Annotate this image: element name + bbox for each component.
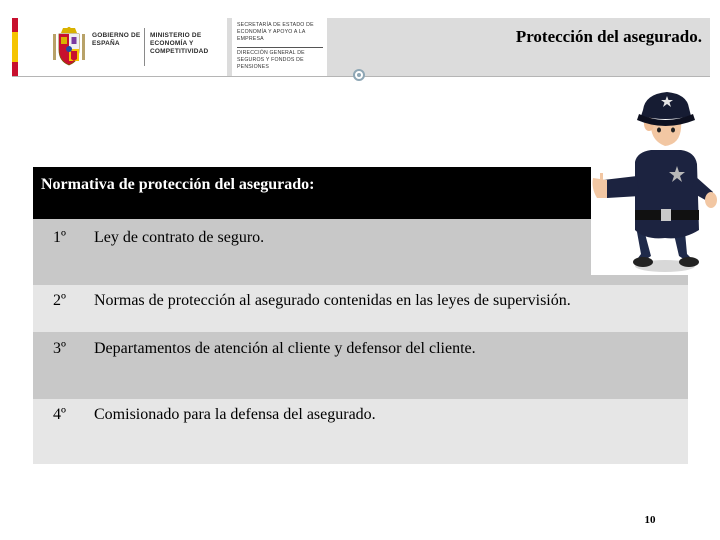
flag-stripe	[12, 18, 18, 76]
secretaria-box	[232, 18, 327, 76]
police-officer-illustration	[591, 80, 719, 275]
circle-icon	[353, 69, 365, 81]
row-text: Normas de protección al asegurado contenidas en las leyes de supervisión.	[94, 292, 571, 309]
coat-of-arms-icon	[52, 26, 86, 73]
page-title: Protección del asegurado.	[515, 27, 702, 46]
row-number: 3º	[53, 340, 66, 357]
table-header: Normativa de protección del asegurado:	[33, 167, 688, 219]
government-logo	[12, 18, 227, 76]
table-row	[33, 285, 688, 332]
table-row	[33, 332, 688, 399]
row-text: Departamentos de atención al cliente y defensor del cliente.	[94, 340, 476, 357]
direccion-text: DIRECCIÓN GENERAL DE SEGUROS Y FONDOS DE PENSIONES	[237, 50, 305, 70]
row-text: Ley de contrato de seguro.	[94, 229, 265, 246]
normativa-table	[33, 167, 688, 464]
table-row	[33, 399, 688, 464]
page-number: 10	[644, 514, 656, 526]
ministry-name: MINISTERIO DE ECONOMÍA Y COMPETITIVIDAD	[150, 32, 209, 55]
logo-divider	[144, 28, 145, 66]
row-text: Comisionado para la defensa del asegurado.	[94, 406, 376, 423]
row-number: 2º	[53, 292, 66, 309]
row-number: 1º	[53, 229, 66, 246]
government-name: GOBIERNO DE ESPAÑA	[92, 32, 141, 47]
secretaria-divider	[237, 47, 323, 48]
row-number: 4º	[53, 406, 66, 423]
secretaria-text: SECRETARÍA DE ESTADO DE ECONOMÍA Y APOYO A LA EMPRESA	[237, 22, 314, 42]
table-row	[33, 219, 688, 285]
